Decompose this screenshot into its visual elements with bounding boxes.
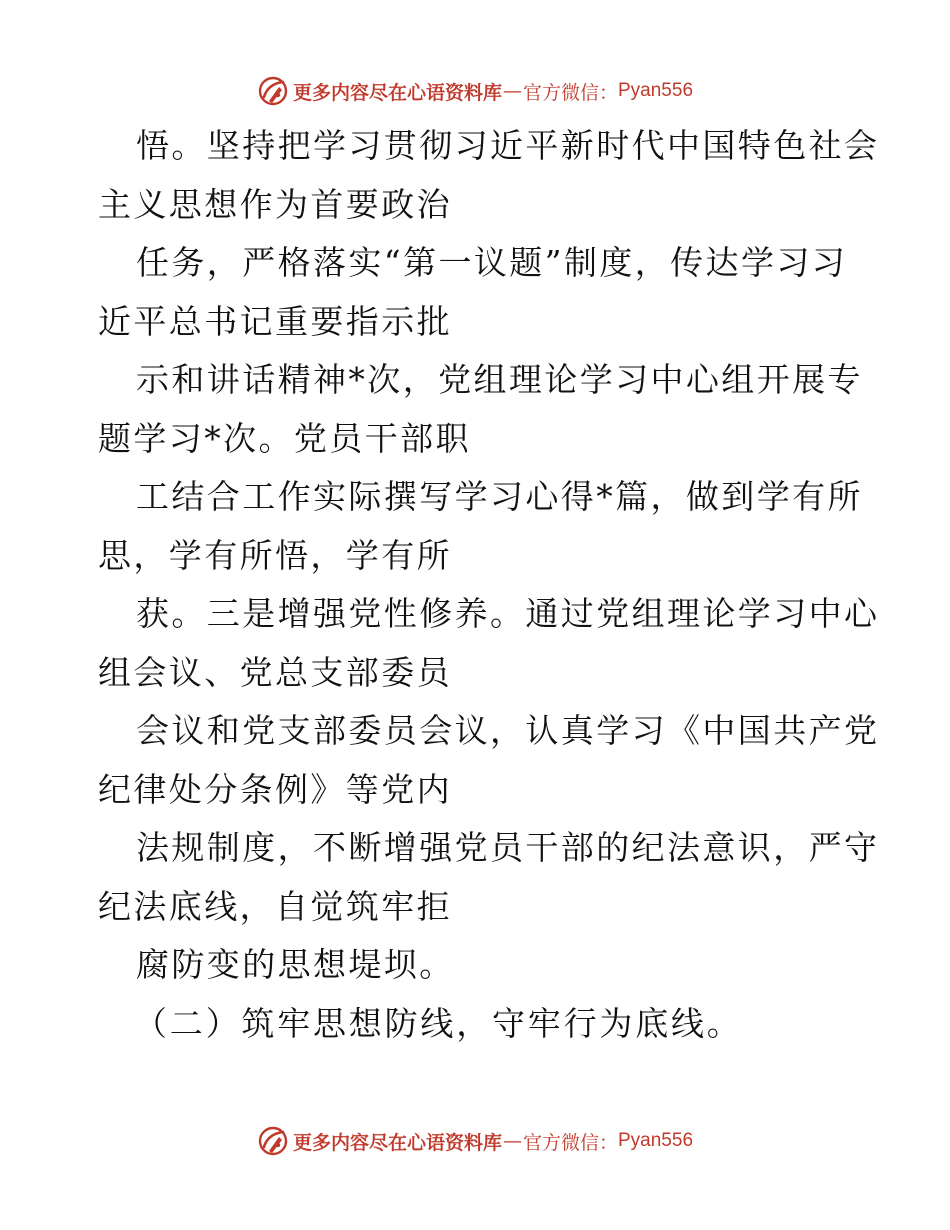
banner-right-text: 官方微信： (522, 1131, 618, 1154)
body-line: 题学习*次。党员干部职 (98, 418, 471, 458)
banner-wechat-id: Pyan556 (618, 80, 694, 101)
body-line: 组会议、党总支部委员 (98, 652, 452, 692)
body-line: 纪律处分条例》等党内 (98, 769, 452, 809)
body-line: 任务，严格落实“第一议题”制度，传达学习习 (136, 243, 848, 282)
banner-right-text: 官方微信： (522, 81, 618, 104)
banner-left-text: 更多内容尽在心语资料库 (292, 1131, 502, 1154)
body-line: 思，学有所悟，学有所 (98, 535, 452, 575)
body-line: 纪法底线，自觉筑牢拒 (98, 886, 452, 926)
body-line: 近平总书记重要指示批 (98, 301, 452, 341)
document-body (98, 117, 880, 1053)
footer-watermark-banner (0, 1121, 950, 1161)
body-line: 法规制度，不断增强党员干部的纪法意识，严守 (136, 828, 880, 867)
header-watermark-banner (0, 71, 950, 111)
body-line: 会议和党支部委员会议，认真学习《中国共产党 (136, 711, 880, 750)
banner-dash: — (502, 1130, 522, 1152)
banner-wechat-id: Pyan556 (618, 1130, 694, 1151)
body-line: 获。三是增强党性修养。通过党组理论学习中心 (136, 594, 880, 633)
banner-left-text: 更多内容尽在心语资料库 (292, 81, 502, 104)
section-heading: （二）筑牢思想防线，守牢行为底线。 (134, 1003, 743, 1043)
body-line: 悟。坚持把学习贯彻习近平新时代中国特色社会 (136, 126, 880, 165)
body-line: 示和讲话精神*次，党组理论学习中心组开展专 (136, 360, 863, 399)
brand-logo-icon (257, 75, 289, 107)
banner-dash: — (502, 80, 522, 102)
brand-logo-icon (257, 1125, 289, 1157)
body-line: 工结合工作实际撰写学习心得*篇，做到学有所 (136, 477, 863, 516)
body-line: 腐防变的思想堤坝。 (136, 945, 455, 984)
body-line: 主义思想作为首要政治 (98, 184, 452, 224)
